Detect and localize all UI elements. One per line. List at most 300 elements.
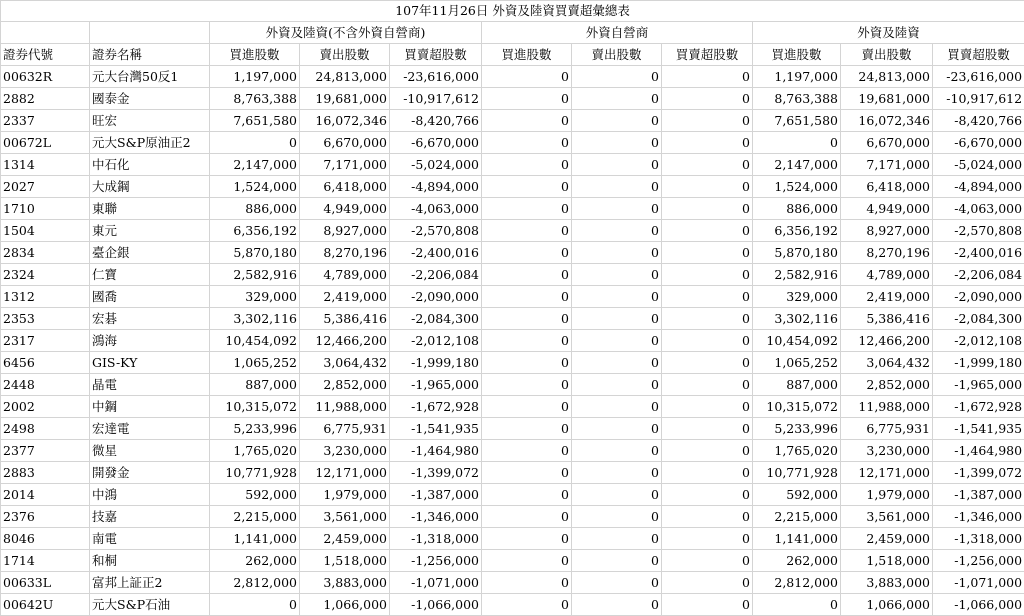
total-net-cell: -10,917,612: [933, 88, 1024, 110]
total-sell-cell: 4,789,000: [841, 264, 933, 286]
dealer-buy-cell: 0: [482, 154, 572, 176]
dealer-buy-cell: 0: [482, 418, 572, 440]
buy-cell: 886,000: [210, 198, 300, 220]
sell-cell: 16,072,346: [300, 110, 390, 132]
dealer-net-cell: 0: [662, 330, 753, 352]
net-cell: -10,917,612: [390, 88, 482, 110]
stock-name-cell: 宏碁: [90, 308, 210, 330]
net-cell: -6,670,000: [390, 132, 482, 154]
dealer-sell-cell: 0: [572, 176, 662, 198]
stock-name-cell: 東聯: [90, 198, 210, 220]
dealer-buy-cell: 0: [482, 308, 572, 330]
net-cell: -2,090,000: [390, 286, 482, 308]
table-row: [1, 242, 1024, 264]
stock-code-cell: 2448: [1, 374, 90, 396]
sell-cell: 12,171,000: [300, 462, 390, 484]
dealer-buy-cell: 0: [482, 220, 572, 242]
dealer-buy-cell: 0: [482, 286, 572, 308]
table-row: [1, 286, 1024, 308]
total-net-cell: -1,965,000: [933, 374, 1024, 396]
total-sell-cell: 6,775,931: [841, 418, 933, 440]
total-net-cell: -1,541,935: [933, 418, 1024, 440]
stock-code-cell: 1312: [1, 286, 90, 308]
dealer-sell-cell: 0: [572, 66, 662, 88]
total-buy-cell: 329,000: [753, 286, 841, 308]
total-net-cell: -1,672,928: [933, 396, 1024, 418]
total-sell-cell: 24,813,000: [841, 66, 933, 88]
stock-code-cell: 2002: [1, 396, 90, 418]
stock-name-cell: 和桐: [90, 550, 210, 572]
dealer-sell-cell: 0: [572, 440, 662, 462]
stock-name-cell: 晶電: [90, 374, 210, 396]
total-net-cell: -2,400,016: [933, 242, 1024, 264]
total-net-cell: -2,090,000: [933, 286, 1024, 308]
dealer-sell-cell: 0: [572, 396, 662, 418]
group-header-foreign-total: 外資及陸資: [753, 22, 1024, 44]
column-header: 證券代號: [1, 44, 90, 66]
total-sell-cell: 12,171,000: [841, 462, 933, 484]
net-cell: -1,399,072: [390, 462, 482, 484]
dealer-net-cell: 0: [662, 572, 753, 594]
total-net-cell: -8,420,766: [933, 110, 1024, 132]
buy-cell: 10,454,092: [210, 330, 300, 352]
dealer-sell-cell: 0: [572, 154, 662, 176]
table-row: [1, 176, 1024, 198]
stock-code-cell: 8046: [1, 528, 90, 550]
total-sell-cell: 12,466,200: [841, 330, 933, 352]
dealer-sell-cell: 0: [572, 330, 662, 352]
stock-code-cell: 00672L: [1, 132, 90, 154]
net-cell: -1,464,980: [390, 440, 482, 462]
stock-code-cell: 00632R: [1, 66, 90, 88]
buy-cell: 10,771,928: [210, 462, 300, 484]
dealer-net-cell: 0: [662, 440, 753, 462]
dealer-sell-cell: 0: [572, 572, 662, 594]
buy-cell: 0: [210, 132, 300, 154]
buy-cell: 1,765,020: [210, 440, 300, 462]
dealer-sell-cell: 0: [572, 484, 662, 506]
stock-name-cell: 大成鋼: [90, 176, 210, 198]
total-buy-cell: 10,315,072: [753, 396, 841, 418]
dealer-net-cell: 0: [662, 66, 753, 88]
table-row: [1, 462, 1024, 484]
total-sell-cell: 1,979,000: [841, 484, 933, 506]
table-row: [1, 528, 1024, 550]
stock-name-cell: 技嘉: [90, 506, 210, 528]
table-row: [1, 594, 1024, 616]
dealer-net-cell: 0: [662, 594, 753, 616]
sell-cell: 3,064,432: [300, 352, 390, 374]
net-cell: -1,999,180: [390, 352, 482, 374]
total-buy-cell: 1,065,252: [753, 352, 841, 374]
dealer-sell-cell: 0: [572, 88, 662, 110]
buy-cell: 2,812,000: [210, 572, 300, 594]
table-row: [1, 330, 1024, 352]
total-buy-cell: 7,651,580: [753, 110, 841, 132]
total-sell-cell: 3,064,432: [841, 352, 933, 374]
dealer-net-cell: 0: [662, 110, 753, 132]
total-buy-cell: 2,147,000: [753, 154, 841, 176]
dealer-buy-cell: 0: [482, 110, 572, 132]
dealer-buy-cell: 0: [482, 462, 572, 484]
table-row: [1, 132, 1024, 154]
total-sell-cell: 16,072,346: [841, 110, 933, 132]
net-cell: -2,570,808: [390, 220, 482, 242]
dealer-net-cell: 0: [662, 352, 753, 374]
total-sell-cell: 19,681,000: [841, 88, 933, 110]
net-cell: -1,256,000: [390, 550, 482, 572]
stock-name-cell: 開發金: [90, 462, 210, 484]
net-cell: -1,346,000: [390, 506, 482, 528]
dealer-net-cell: 0: [662, 484, 753, 506]
dealer-net-cell: 0: [662, 132, 753, 154]
dealer-net-cell: 0: [662, 550, 753, 572]
dealer-buy-cell: 0: [482, 132, 572, 154]
stock-name-cell: 微星: [90, 440, 210, 462]
table-row: [1, 506, 1024, 528]
sell-cell: 3,230,000: [300, 440, 390, 462]
total-sell-cell: 3,561,000: [841, 506, 933, 528]
dealer-net-cell: 0: [662, 220, 753, 242]
net-cell: -2,400,016: [390, 242, 482, 264]
dealer-net-cell: 0: [662, 88, 753, 110]
sell-cell: 1,066,000: [300, 594, 390, 616]
total-net-cell: -1,071,000: [933, 572, 1024, 594]
total-buy-cell: 0: [753, 132, 841, 154]
total-buy-cell: 8,763,388: [753, 88, 841, 110]
table-row: [1, 308, 1024, 330]
table-row: [1, 220, 1024, 242]
table-row: [1, 550, 1024, 572]
buy-cell: 5,233,996: [210, 418, 300, 440]
sell-cell: 8,927,000: [300, 220, 390, 242]
table-row: [1, 154, 1024, 176]
stock-code-cell: 2324: [1, 264, 90, 286]
column-header: 賣出股數: [300, 44, 390, 66]
dealer-sell-cell: 0: [572, 132, 662, 154]
buy-cell: 2,215,000: [210, 506, 300, 528]
dealer-net-cell: 0: [662, 374, 753, 396]
table-title: 107年11月26日 外資及陸資買賣超彙總表: [1, 1, 1024, 22]
total-sell-cell: 3,883,000: [841, 572, 933, 594]
total-sell-cell: 5,386,416: [841, 308, 933, 330]
total-buy-cell: 3,302,116: [753, 308, 841, 330]
buy-cell: 592,000: [210, 484, 300, 506]
total-sell-cell: 8,927,000: [841, 220, 933, 242]
stock-code-cell: 2317: [1, 330, 90, 352]
total-buy-cell: 2,215,000: [753, 506, 841, 528]
stock-name-cell: 南電: [90, 528, 210, 550]
group-header-foreign-excl-dealer: 外資及陸資(不含外資自營商): [210, 22, 482, 44]
table-row: [1, 572, 1024, 594]
table-row: [1, 352, 1024, 374]
total-buy-cell: 1,524,000: [753, 176, 841, 198]
stock-name-cell: 中石化: [90, 154, 210, 176]
sell-cell: 5,386,416: [300, 308, 390, 330]
net-cell: -2,084,300: [390, 308, 482, 330]
column-header: 證券名稱: [90, 44, 210, 66]
table-row: [1, 374, 1024, 396]
buy-cell: 1,197,000: [210, 66, 300, 88]
total-net-cell: -2,084,300: [933, 308, 1024, 330]
stock-code-cell: 2834: [1, 242, 90, 264]
table-row: [1, 264, 1024, 286]
total-buy-cell: 6,356,192: [753, 220, 841, 242]
dealer-buy-cell: 0: [482, 440, 572, 462]
buy-cell: 8,763,388: [210, 88, 300, 110]
sell-cell: 3,561,000: [300, 506, 390, 528]
stock-code-cell: 1710: [1, 198, 90, 220]
buy-cell: 887,000: [210, 374, 300, 396]
stock-code-cell: 6456: [1, 352, 90, 374]
buy-cell: 1,524,000: [210, 176, 300, 198]
stock-name-cell: 國喬: [90, 286, 210, 308]
total-buy-cell: 2,582,916: [753, 264, 841, 286]
dealer-sell-cell: 0: [572, 352, 662, 374]
sell-cell: 2,459,000: [300, 528, 390, 550]
column-header: 買賣超股數: [662, 44, 753, 66]
stock-code-cell: 00642U: [1, 594, 90, 616]
total-buy-cell: 2,812,000: [753, 572, 841, 594]
dealer-buy-cell: 0: [482, 88, 572, 110]
stock-code-cell: 00633L: [1, 572, 90, 594]
dealer-buy-cell: 0: [482, 484, 572, 506]
dealer-buy-cell: 0: [482, 176, 572, 198]
buy-cell: 5,870,180: [210, 242, 300, 264]
group-header-foreign-dealer: 外資自營商: [482, 22, 753, 44]
dealer-net-cell: 0: [662, 286, 753, 308]
total-sell-cell: 7,171,000: [841, 154, 933, 176]
stock-name-cell: 臺企銀: [90, 242, 210, 264]
total-sell-cell: 6,670,000: [841, 132, 933, 154]
total-buy-cell: 5,870,180: [753, 242, 841, 264]
group-blank: [1, 22, 90, 44]
buy-cell: 2,582,916: [210, 264, 300, 286]
total-buy-cell: 10,454,092: [753, 330, 841, 352]
net-cell: -1,541,935: [390, 418, 482, 440]
dealer-net-cell: 0: [662, 506, 753, 528]
total-sell-cell: 1,518,000: [841, 550, 933, 572]
total-net-cell: -1,318,000: [933, 528, 1024, 550]
total-buy-cell: 262,000: [753, 550, 841, 572]
sell-cell: 3,883,000: [300, 572, 390, 594]
stock-name-cell: 元大台灣50反1: [90, 66, 210, 88]
buy-cell: 329,000: [210, 286, 300, 308]
buy-cell: 3,302,116: [210, 308, 300, 330]
dealer-sell-cell: 0: [572, 220, 662, 242]
net-cell: -2,206,084: [390, 264, 482, 286]
dealer-buy-cell: 0: [482, 396, 572, 418]
dealer-sell-cell: 0: [572, 418, 662, 440]
total-net-cell: -4,063,000: [933, 198, 1024, 220]
total-net-cell: -23,616,000: [933, 66, 1024, 88]
stock-code-cell: 1714: [1, 550, 90, 572]
total-net-cell: -2,012,108: [933, 330, 1024, 352]
stock-name-cell: 東元: [90, 220, 210, 242]
dealer-net-cell: 0: [662, 462, 753, 484]
stock-name-cell: 旺宏: [90, 110, 210, 132]
dealer-buy-cell: 0: [482, 374, 572, 396]
total-buy-cell: 1,765,020: [753, 440, 841, 462]
stock-name-cell: 鴻海: [90, 330, 210, 352]
total-sell-cell: 6,418,000: [841, 176, 933, 198]
sell-cell: 4,789,000: [300, 264, 390, 286]
sell-cell: 1,979,000: [300, 484, 390, 506]
dealer-net-cell: 0: [662, 308, 753, 330]
sell-cell: 4,949,000: [300, 198, 390, 220]
total-net-cell: -1,066,000: [933, 594, 1024, 616]
stock-code-cell: 2883: [1, 462, 90, 484]
dealer-sell-cell: 0: [572, 594, 662, 616]
net-cell: -5,024,000: [390, 154, 482, 176]
stock-code-cell: 1314: [1, 154, 90, 176]
total-net-cell: -1,346,000: [933, 506, 1024, 528]
stock-code-cell: 2027: [1, 176, 90, 198]
dealer-net-cell: 0: [662, 396, 753, 418]
table-row: [1, 396, 1024, 418]
buy-cell: 6,356,192: [210, 220, 300, 242]
table-row: [1, 440, 1024, 462]
dealer-net-cell: 0: [662, 264, 753, 286]
dealer-buy-cell: 0: [482, 330, 572, 352]
stock-code-cell: 2337: [1, 110, 90, 132]
sell-cell: 8,270,196: [300, 242, 390, 264]
dealer-sell-cell: 0: [572, 264, 662, 286]
stock-name-cell: 宏達電: [90, 418, 210, 440]
total-sell-cell: 2,419,000: [841, 286, 933, 308]
dealer-buy-cell: 0: [482, 198, 572, 220]
net-cell: -23,616,000: [390, 66, 482, 88]
total-net-cell: -6,670,000: [933, 132, 1024, 154]
table-row: [1, 418, 1024, 440]
buy-cell: 0: [210, 594, 300, 616]
total-net-cell: -1,387,000: [933, 484, 1024, 506]
dealer-buy-cell: 0: [482, 264, 572, 286]
buy-cell: 2,147,000: [210, 154, 300, 176]
dealer-net-cell: 0: [662, 242, 753, 264]
column-header: 買進股數: [753, 44, 841, 66]
sell-cell: 7,171,000: [300, 154, 390, 176]
dealer-buy-cell: 0: [482, 528, 572, 550]
dealer-sell-cell: 0: [572, 462, 662, 484]
table-row: [1, 88, 1024, 110]
total-net-cell: -1,999,180: [933, 352, 1024, 374]
dealer-sell-cell: 0: [572, 110, 662, 132]
stock-name-cell: 中鴻: [90, 484, 210, 506]
total-sell-cell: 2,852,000: [841, 374, 933, 396]
column-header: 買賣超股數: [933, 44, 1024, 66]
stock-name-cell: 富邦上証正2: [90, 572, 210, 594]
net-cell: -1,965,000: [390, 374, 482, 396]
sell-cell: 1,518,000: [300, 550, 390, 572]
net-cell: -1,318,000: [390, 528, 482, 550]
stock-name-cell: 元大S&P石油: [90, 594, 210, 616]
dealer-net-cell: 0: [662, 418, 753, 440]
sell-cell: 12,466,200: [300, 330, 390, 352]
total-net-cell: -2,206,084: [933, 264, 1024, 286]
dealer-net-cell: 0: [662, 154, 753, 176]
net-cell: -2,012,108: [390, 330, 482, 352]
dealer-buy-cell: 0: [482, 550, 572, 572]
stock-name-cell: 仁寶: [90, 264, 210, 286]
net-cell: -1,387,000: [390, 484, 482, 506]
column-header: 買進股數: [482, 44, 572, 66]
stock-name-cell: 中鋼: [90, 396, 210, 418]
total-buy-cell: 1,197,000: [753, 66, 841, 88]
total-buy-cell: 5,233,996: [753, 418, 841, 440]
sell-cell: 11,988,000: [300, 396, 390, 418]
total-net-cell: -1,399,072: [933, 462, 1024, 484]
stock-name-cell: 元大S&P原油正2: [90, 132, 210, 154]
total-buy-cell: 886,000: [753, 198, 841, 220]
total-net-cell: -2,570,808: [933, 220, 1024, 242]
net-cell: -4,894,000: [390, 176, 482, 198]
dealer-sell-cell: 0: [572, 286, 662, 308]
total-net-cell: -5,024,000: [933, 154, 1024, 176]
sell-cell: 2,852,000: [300, 374, 390, 396]
sell-cell: 6,775,931: [300, 418, 390, 440]
sell-cell: 2,419,000: [300, 286, 390, 308]
stock-code-cell: 2882: [1, 88, 90, 110]
total-net-cell: -4,894,000: [933, 176, 1024, 198]
stock-code-cell: 2377: [1, 440, 90, 462]
dealer-buy-cell: 0: [482, 352, 572, 374]
total-sell-cell: 2,459,000: [841, 528, 933, 550]
total-sell-cell: 1,066,000: [841, 594, 933, 616]
net-cell: -8,420,766: [390, 110, 482, 132]
stock-code-cell: 2353: [1, 308, 90, 330]
total-net-cell: -1,464,980: [933, 440, 1024, 462]
total-buy-cell: 0: [753, 594, 841, 616]
net-cell: -1,071,000: [390, 572, 482, 594]
dealer-sell-cell: 0: [572, 506, 662, 528]
stock-code-cell: 2498: [1, 418, 90, 440]
table-row: [1, 110, 1024, 132]
dealer-net-cell: 0: [662, 198, 753, 220]
buy-cell: 262,000: [210, 550, 300, 572]
dealer-sell-cell: 0: [572, 528, 662, 550]
dealer-net-cell: 0: [662, 176, 753, 198]
total-sell-cell: 8,270,196: [841, 242, 933, 264]
group-blank: [90, 22, 210, 44]
buy-cell: 10,315,072: [210, 396, 300, 418]
sell-cell: 6,418,000: [300, 176, 390, 198]
stock-name-cell: GIS-KY: [90, 352, 210, 374]
stock-name-cell: 國泰金: [90, 88, 210, 110]
dealer-net-cell: 0: [662, 528, 753, 550]
sell-cell: 19,681,000: [300, 88, 390, 110]
stock-code-cell: 1504: [1, 220, 90, 242]
sell-cell: 6,670,000: [300, 132, 390, 154]
buy-cell: 1,141,000: [210, 528, 300, 550]
net-cell: -1,066,000: [390, 594, 482, 616]
sell-cell: 24,813,000: [300, 66, 390, 88]
total-net-cell: -1,256,000: [933, 550, 1024, 572]
total-buy-cell: 887,000: [753, 374, 841, 396]
dealer-buy-cell: 0: [482, 242, 572, 264]
column-header: 賣出股數: [841, 44, 933, 66]
dealer-buy-cell: 0: [482, 594, 572, 616]
total-buy-cell: 1,141,000: [753, 528, 841, 550]
total-sell-cell: 11,988,000: [841, 396, 933, 418]
buy-cell: 7,651,580: [210, 110, 300, 132]
column-header: 買賣超股數: [390, 44, 482, 66]
dealer-sell-cell: 0: [572, 374, 662, 396]
table-body: [1, 66, 1024, 616]
total-buy-cell: 592,000: [753, 484, 841, 506]
total-sell-cell: 4,949,000: [841, 198, 933, 220]
dealer-sell-cell: 0: [572, 550, 662, 572]
